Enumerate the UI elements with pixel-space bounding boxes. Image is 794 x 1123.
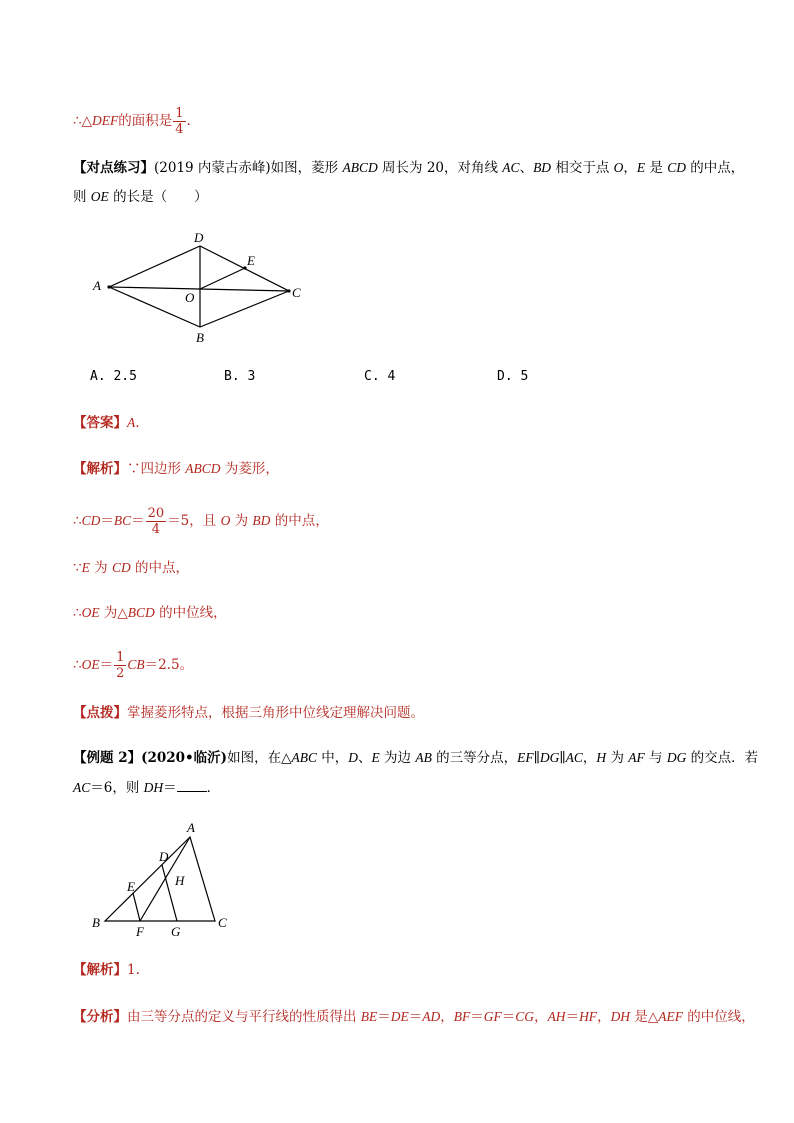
segment-ef bbox=[133, 893, 140, 921]
triangle-figure bbox=[85, 815, 265, 945]
label-c: C bbox=[292, 285, 301, 300]
label-c: C bbox=[218, 915, 227, 930]
analysis1-line-3: ∵E 为 CD 的中点， bbox=[73, 560, 189, 576]
practice-line-1: 【对点练习】(2019 内蒙古赤峰)如图，菱形 ABCD 周长为 20，对角线 AC、BD 相交于点 O，E 是 CD 的中点， bbox=[73, 160, 745, 176]
rhombus-figure bbox=[85, 228, 325, 358]
example2-line-2: AC＝6，则 DH＝ ． bbox=[73, 777, 220, 798]
fenxi-line: 【分析】由三等分点的定义与平行线的性质得出 BE＝DE＝AD，BF＝GF＝CG，AH＝HF，DH 是△AEF 的中位线， bbox=[73, 1009, 755, 1025]
point-a bbox=[107, 285, 110, 288]
analysis2-line: 【解析】1. bbox=[73, 962, 140, 978]
option-d: D. 5 bbox=[497, 369, 529, 384]
label-f: F bbox=[136, 924, 144, 939]
label-h: H bbox=[175, 873, 185, 888]
fraction-one-half: $\frac{1}{2}$ bbox=[116, 650, 125, 681]
label-d: D bbox=[194, 230, 204, 245]
label-o: O bbox=[185, 290, 195, 305]
label-a: A bbox=[187, 820, 195, 835]
answer-blank bbox=[177, 777, 207, 792]
label-b: B bbox=[196, 330, 204, 345]
analysis1-line-5: ∴OE＝ $\frac{1}{2}$ CB＝2.5。 bbox=[73, 650, 194, 681]
fraction-one-quarter: $\frac{1}{4}$ bbox=[175, 106, 184, 137]
example2-line-1: 【例题 2】(2020•临沂)如图，在△ABC 中，D、E 为边 AB 的三等分点，EF∥DG∥AC，H 为 AF 与 DG 的交点．若 bbox=[73, 750, 759, 766]
segment-oe bbox=[200, 268, 245, 289]
label-d: D bbox=[159, 849, 169, 864]
option-a: A. 2.5 bbox=[90, 369, 137, 384]
point-c bbox=[287, 289, 290, 292]
label-g: G bbox=[171, 924, 181, 939]
analysis1-line-1: 【解析】∵四边形 ABCD 为菱形， bbox=[73, 461, 279, 477]
option-c: C. 4 bbox=[364, 369, 396, 384]
tip-line: 【点拨】掌握菱形特点，根据三角形中位线定理解决问题。 bbox=[73, 705, 424, 721]
label-a: A bbox=[93, 278, 101, 293]
practice-line-2: 则 OE 的长是（ ） bbox=[73, 189, 208, 205]
analysis1-line-2: ∴CD＝BC＝ $\frac{20}{4}$ ＝5，且 O 为 BD 的中点， bbox=[73, 506, 329, 537]
option-b: B. 3 bbox=[224, 369, 256, 384]
label-b: B bbox=[92, 915, 100, 930]
fraction-twenty-over-four: $\frac{20}{4}$ bbox=[147, 506, 165, 537]
intro-line: ∴△DEF的面积是 $\frac{1}{4}$ . bbox=[73, 106, 191, 137]
analysis1-line-4: ∴OE 为△BCD 的中位线， bbox=[73, 605, 227, 621]
diagonal-ac bbox=[109, 287, 289, 291]
answer-line: 【答案】A. bbox=[73, 415, 140, 431]
rhombus-outline bbox=[109, 246, 289, 327]
label-e: E bbox=[247, 253, 255, 268]
label-e: E bbox=[127, 879, 135, 894]
